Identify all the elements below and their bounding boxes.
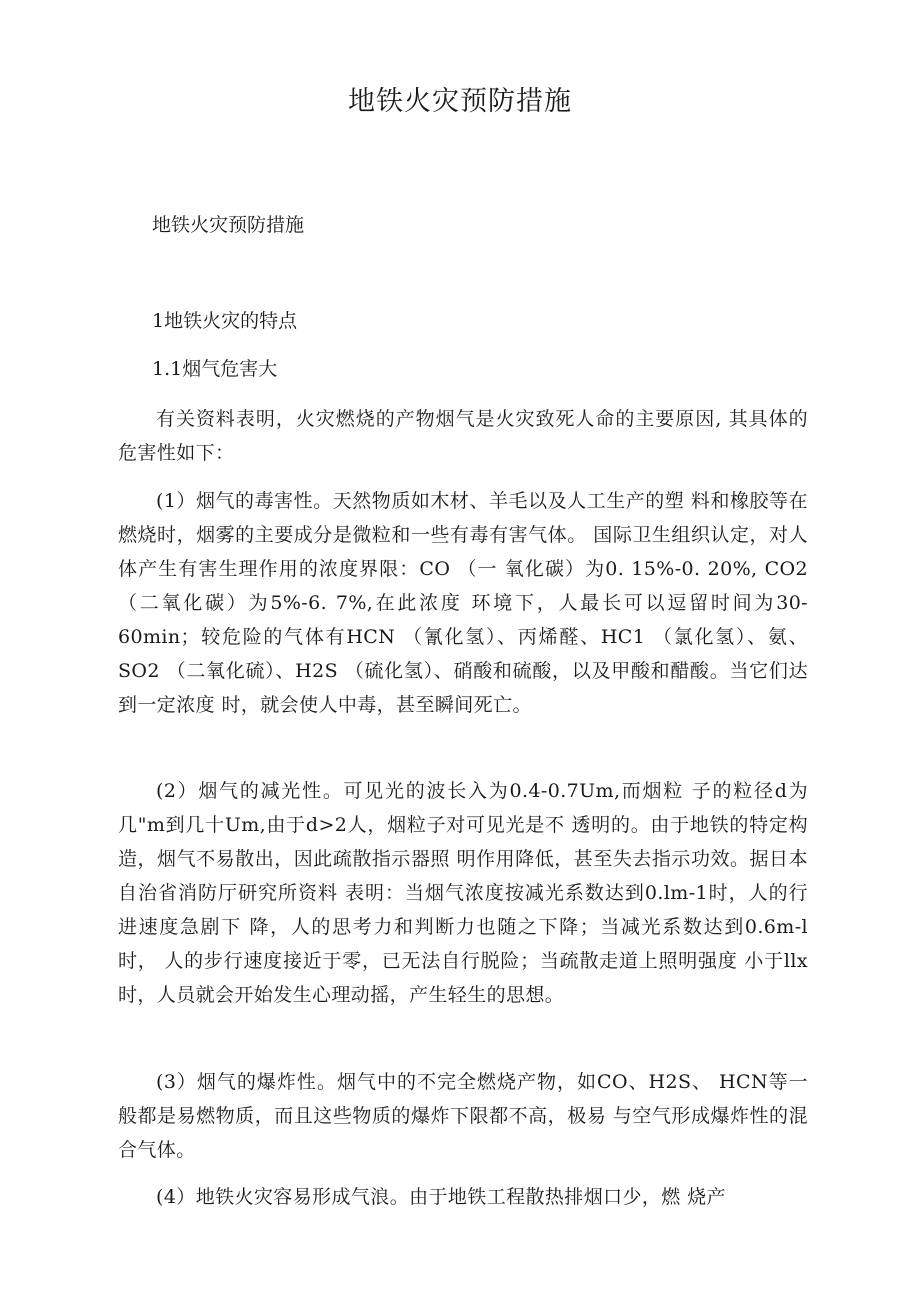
paragraph-smoke-toxicity: (1）烟气的毒害性。天然物质如木材、羊毛以及人工生产的塑 料和橡胶等在燃烧时，烟雾的主要成分是微粒和一些有毒有害气体。 国际卫生组织认定，对人体产生有害生理作用的浓度界限：CO （一 氧化碳）为0. 15%-0. 20%, CO2 （二氧化碳）为5%-6. 7%,在此浓度 环境下，人最长可以逗留时间为30-60min；较危险的气体有HCN （氰化氢）、丙烯醛、HC1 （氯化氢）、氨、SO2 （二氧化硫）、H2S （硫化氢）、硝酸和硫酸，以及甲酸和醋酸。当它们达到一定浓度 时，就会使人中毒，甚至瞬间死亡。 <box>118 490 808 716</box>
subsection-heading: 1.1烟气危害大 <box>152 358 278 380</box>
document-title: 地铁火灾预防措施 <box>348 86 572 117</box>
paragraph-air-wave: (4）地铁火灾容易形成气浪。由于地铁工程散热排烟口少，燃 烧产 <box>156 1186 726 1208</box>
document-subtitle: 地铁火灾预防措施 <box>152 214 305 236</box>
paragraph-smoke-explosiveness: (3）烟气的爆炸性。烟气中的不完全燃烧产物，如CO、H2S、 HCN等一般都是易燃物质，而且这些物质的爆炸下限都不高，极易 与空气形成爆炸性的混合气体。 <box>118 1071 808 1161</box>
section-heading: 1地铁火灾的特点 <box>152 310 298 332</box>
paragraph-smoke-light-reduction: (2）烟气的减光性。可见光的波长入为0.4-0.7Um,而烟粒 子的粒径d为几"m到几十Um,由于d>2人，烟粒子对可见光是不 透明的。由于地铁的特定构造，烟气不易散出，因此疏散指示器照 明作用降低，甚至失去指示功效。据日本自治省消防厅研究所资料 表明：当烟气浓度按减光系数达到0.lm-1时，人的行进速度急剧下 降，人的思考力和判断力也随之下降；当减光系数达到0.6m-l时， 人的步行速度接近于零，已无法自行脱险；当疏散走道上照明强度 小于llx时，人员就会开始发生心理动摇，产生轻生的思想。 <box>118 780 808 1006</box>
intro-paragraph: 有关资料表明，火灾燃烧的产物烟气是火灾致死人命的主要原因, 其具体的危害性如下： <box>118 408 808 464</box>
